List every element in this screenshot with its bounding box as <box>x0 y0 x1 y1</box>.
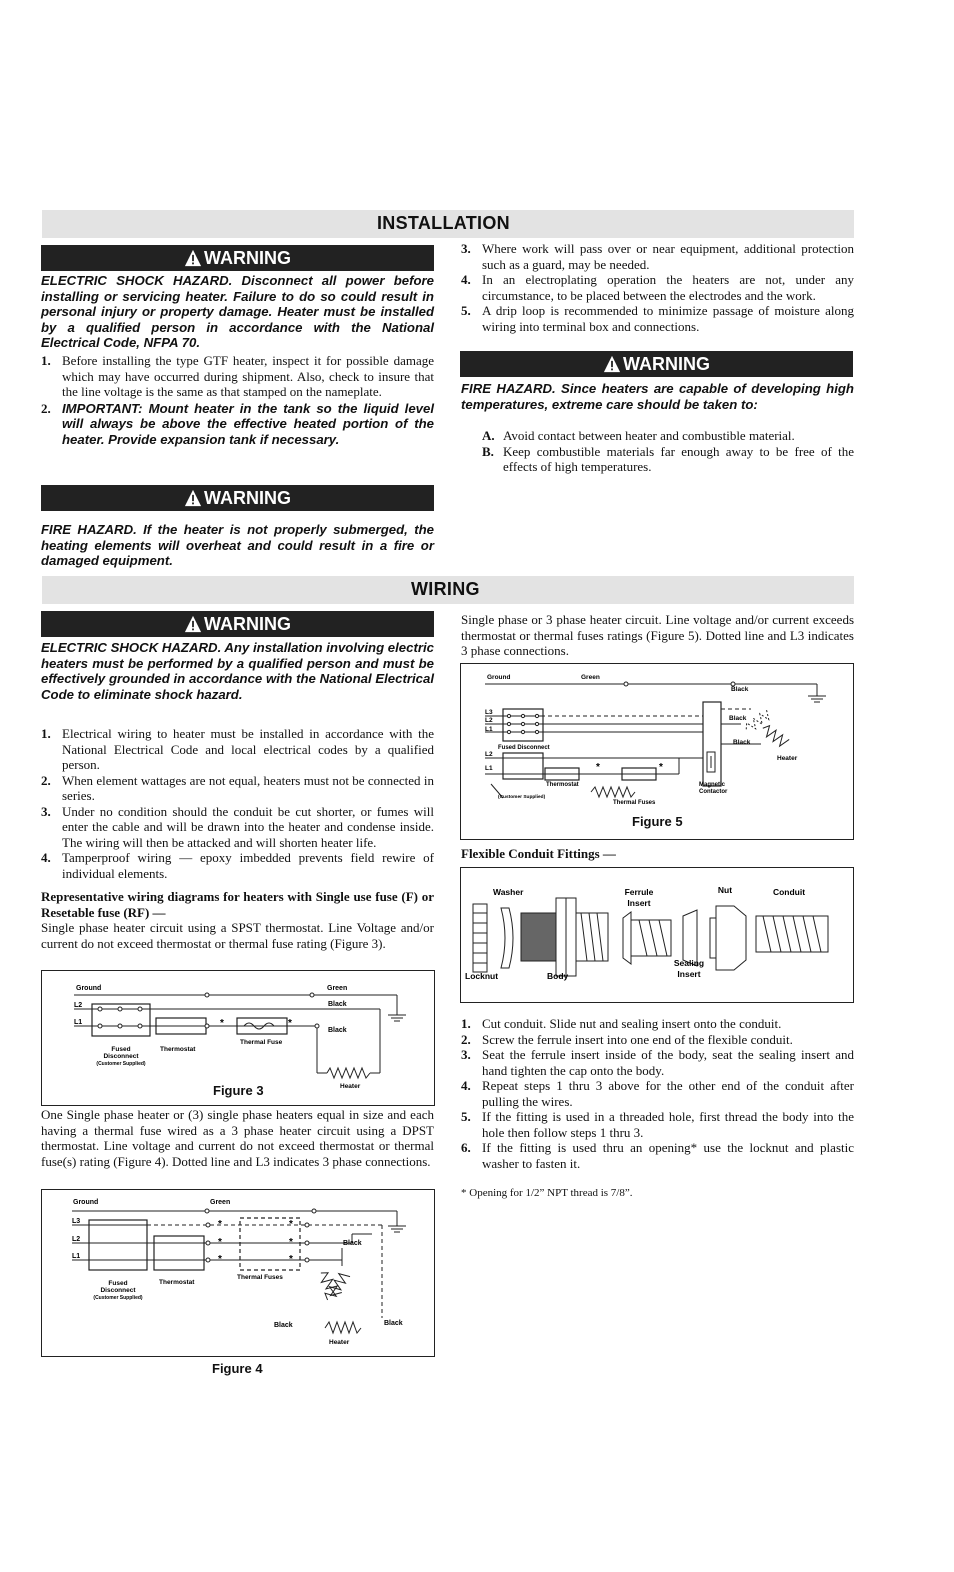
diagram-label: Black <box>274 1322 293 1329</box>
fig4-intro-text: One Single phase heater or (3) single phase heaters equal in size and each having a thermal fuse wired as a 3 phase heater circuit using a DPST thermostat. Line voltage and current do not exceed thermostat or thermal fuse(s) rating (Figure 4). Dotted line and L3 indicates 3 phase connections. <box>41 1107 434 1169</box>
figure-3 <box>41 970 435 1106</box>
list-item: 1. Cut conduit. Slide nut and sealing insert onto the conduit. <box>461 1016 782 1031</box>
installation-right-list <box>461 241 854 334</box>
list-item: 1. Electrical wiring to heater must be installed in accordance with the National Electrical Code and local electrical codes by a qualified person. <box>41 726 434 772</box>
diagram-label: * <box>218 1219 222 1230</box>
diagram-label: L2 <box>485 717 493 724</box>
wiring-header-bar <box>42 576 854 604</box>
diagram-label: Heater <box>329 1339 350 1346</box>
rep-heading: Representative wiring diagrams for heaters with Single use fuse (F) or Resetable fuse (RF) — <box>41 889 434 920</box>
diagram-label: Locknut <box>465 971 499 981</box>
figure-5-diagram <box>461 664 853 839</box>
warning-banner <box>460 351 853 377</box>
diagram-label: Fused <box>111 1046 131 1053</box>
diagram-label: L2 <box>485 751 493 758</box>
list-item: 2. IMPORTANT: Mount heater in the tank so the liquid level will always be above the effective heated portion of the heater. Provide expansion tank if necessary. <box>41 400 434 447</box>
diagram-label: * <box>659 762 663 773</box>
diagram-label: L1 <box>485 765 493 772</box>
diagram-label: Insert <box>627 898 651 908</box>
list-item: 4. Tamperproof wiring — epoxy imbedded prevents field rewire of individual elements. <box>41 850 434 881</box>
diagram-label: Contactor <box>699 789 728 795</box>
list-item: 3. Under no condition should the conduit be cut shorter, or fumes will enter the cable and will be drawn into the heater and condense inside. The wiring will then be attacked and will shorten heater life. <box>41 803 434 850</box>
conduit-steps-list <box>461 1016 854 1171</box>
conduit-fittings-figure <box>460 867 854 1003</box>
diagram-label: Black <box>328 1001 347 1008</box>
list-item: A. Avoid contact between heater and combustible material. <box>482 428 795 443</box>
warning-label: WARNING <box>204 613 291 634</box>
list-item: 3. Seat the ferrule insert inside of the body, seat the sealing insert and hand tighten the cap onto the body. <box>461 1047 854 1078</box>
warning-text: ELECTRIC SHOCK HAZARD. Any installation involving electric heaters must be performed by a qualified person and must be effectively grounded in accordance with the National Electrical Code to eliminate shock hazard. <box>41 640 434 702</box>
diagram-label: Ground <box>487 674 511 681</box>
list-item: 5. If the fitting is used in a threaded hole, first thread the body into the hole then follow steps 1 thru 3. <box>461 1109 854 1140</box>
list-item: 1. Before installing the type GTF heater, inspect it for possible damage which may have occurred during shipment. Also, check to insure that the line voltage is the same as that stamped on the nameplate. <box>41 353 434 399</box>
figure-5 <box>460 663 854 840</box>
list-item: 2. Screw the ferrule insert into one end of the flexible conduit. <box>461 1031 793 1047</box>
diagram-label: Heater <box>777 755 798 762</box>
figure-4 <box>41 1189 435 1357</box>
figure-5-caption: Figure 5 <box>632 814 683 829</box>
diagram-label: * <box>289 1219 293 1230</box>
diagram-label: L1 <box>72 1253 81 1260</box>
list-item: 3. Where work will pass over or near equipment, additional protection such as a guard, may be needed. <box>461 241 854 272</box>
diagram-label: Ferrule <box>624 887 654 897</box>
diagram-label: Thermal Fuses <box>613 800 656 806</box>
diagram-label: (Customer Supplied) <box>96 1061 146 1067</box>
diagram-label: Black <box>733 739 751 746</box>
diagram-label: * <box>218 1237 222 1248</box>
diagram-label: Fused Disconnect <box>498 745 550 751</box>
warning-banner <box>41 611 434 637</box>
diagram-label: Ground <box>76 985 102 992</box>
warning-text: ELECTRIC SHOCK HAZARD. Disconnect all power before installing or servicing heater. Failure to do so could result in personal injury or property damage. Heater must be installed by a qualified person in accordance with the National Electrical Code, NFPA 70. <box>41 273 434 351</box>
list-item: 5. A drip loop is recommended to minimize passage of moisture along wiring into terminal box and connections. <box>461 303 854 334</box>
diagram-label: Sealing <box>673 958 705 968</box>
figure-4-caption: Figure 4 <box>212 1361 263 1376</box>
warning-triangle-icon <box>184 615 202 633</box>
warning-label: WARNING <box>204 487 291 508</box>
diagram-label: Black <box>729 715 747 722</box>
list-item: B. Keep combustible materials far enough away to be free of the effects of high temperatures. <box>482 443 854 474</box>
conduit-heading: Flexible Conduit Fittings — <box>461 846 616 861</box>
diagram-label: Thermostat <box>160 1046 196 1053</box>
installation-sublist <box>461 428 854 475</box>
diagram-label: Disconnect <box>100 1287 136 1294</box>
diagram-label: Thermal Fuses <box>237 1274 283 1281</box>
warning-triangle-icon <box>603 355 621 373</box>
fig5-intro-text: Single phase or 3 phase heater circuit. Line voltage and/or current exceeds thermostat or thermal fuses ratings (Figure 5). Dotted line and L3 indicates 3 phase connections. <box>461 612 854 658</box>
list-item: 4. Repeat steps 1 thru 3 above for the other end of the conduit after pulling the wires. <box>461 1078 854 1109</box>
diagram-label: L3 <box>485 709 493 716</box>
diagram-label: * <box>220 1018 224 1029</box>
diagram-label: L1 <box>485 726 493 733</box>
diagram-label: * <box>289 1254 293 1265</box>
warning-banner <box>41 245 434 271</box>
diagram-label: Washer <box>493 887 524 897</box>
diagram-label: Fused <box>108 1280 128 1287</box>
diagram-label: Black <box>343 1240 362 1247</box>
list-item: 2. When element wattages are not equal, heaters must not be connected in series. <box>41 772 434 803</box>
diagram-label: Green <box>210 1199 231 1206</box>
diagram-label: Conduit <box>772 887 806 897</box>
figure-4-diagram <box>42 1190 434 1356</box>
diagram-label: Thermal Fuse <box>240 1039 283 1046</box>
diagram-label: Green <box>581 674 600 681</box>
diagram-label: * <box>596 762 600 773</box>
conduit-fittings-diagram <box>461 868 853 1002</box>
diagram-label: * <box>218 1254 222 1265</box>
diagram-label: L1 <box>74 1019 83 1026</box>
warning-triangle-icon <box>184 249 202 267</box>
diagram-label: * <box>289 1237 293 1248</box>
diagram-label: Body <box>547 971 569 981</box>
wiring-title: WIRING <box>411 579 480 599</box>
diagram-label: Thermostat <box>159 1279 195 1286</box>
footnote: * Opening for 1/2” NPT thread is 7/8”. <box>461 1187 633 1199</box>
rep-text: Single phase heater circuit using a SPST thermostat. Line Voltage and/or current do not exceed thermostat or thermal fuse rating (Figure 3). <box>41 920 434 951</box>
diagram-label: Thermostat <box>546 782 579 788</box>
warning-text: FIRE HAZARD. Since heaters are capable of developing high temperatures, extreme care should be taken to: <box>461 381 854 412</box>
diagram-label: Green <box>327 985 348 992</box>
warning-label: WARNING <box>623 353 710 374</box>
warning-text: FIRE HAZARD. If the heater is not properly submerged, the heating elements will overheat and could result in a fire or damaged equipment. <box>41 522 434 569</box>
figure-3-caption: Figure 3 <box>213 1083 264 1098</box>
warning-triangle-icon <box>184 489 202 507</box>
installation-title: INSTALLATION <box>377 213 510 233</box>
list-item: 6. If the fitting is used thru an opening* use the locknut and plastic washer to fasten it. <box>461 1140 854 1171</box>
rep-diagrams-text <box>41 889 434 951</box>
diagram-label: Disconnect <box>103 1053 139 1060</box>
warning-banner <box>41 485 434 511</box>
diagram-label: L2 <box>74 1002 83 1009</box>
diagram-label: Heater <box>340 1083 361 1090</box>
diagram-label: L2 <box>72 1236 81 1243</box>
diagram-label: Black <box>384 1320 403 1327</box>
diagram-label: Black <box>731 686 749 693</box>
installation-header-bar <box>42 210 854 238</box>
installation-left-list <box>41 353 434 447</box>
diagram-label: (Customer Supplied) <box>93 1295 143 1301</box>
diagram-label: Magnetic <box>699 782 726 788</box>
list-item: 4. In an electroplating operation the heaters are not, under any circumstance, to be placed between the electrodes and the work. <box>461 272 854 303</box>
warning-label: WARNING <box>204 247 291 268</box>
diagram-label: (Customer Supplied) <box>498 795 546 800</box>
diagram-label: Nut <box>717 885 733 895</box>
diagram-label: Black <box>328 1027 347 1034</box>
diagram-label: Ground <box>73 1199 99 1206</box>
diagram-label: L3 <box>72 1218 81 1225</box>
diagram-label: * <box>288 1018 292 1029</box>
diagram-label: Insert <box>677 969 701 979</box>
wiring-left-list <box>41 726 434 881</box>
